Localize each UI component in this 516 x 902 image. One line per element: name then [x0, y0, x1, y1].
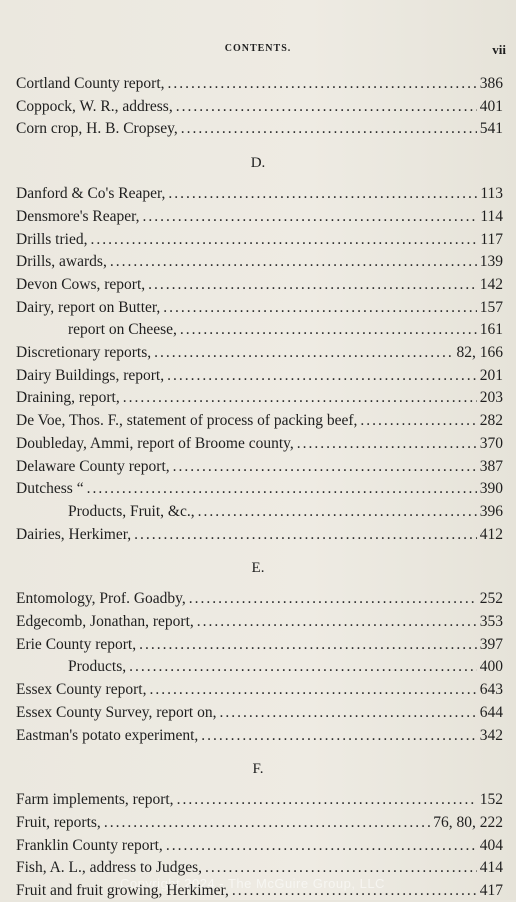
index-entry — [16, 251, 503, 273]
entry-pages: 400 — [479, 658, 503, 676]
index-entry — [16, 835, 503, 857]
dot-leader — [177, 789, 477, 811]
dot-leader — [87, 478, 477, 500]
dot-leader — [143, 206, 478, 228]
entry-text: Edgecomb, Jonathan, report, — [16, 613, 194, 630]
dot-leader — [189, 588, 477, 610]
entry-text: Drills tried, — [16, 230, 88, 248]
dot-leader — [232, 880, 477, 902]
entry-pages: 157 — [479, 298, 503, 316]
entry-text: Erie County report, — [16, 635, 137, 653]
entry-pages: 404 — [479, 836, 503, 854]
dot-leader — [198, 501, 477, 523]
index-entry — [16, 319, 503, 341]
entry-text: Drills, awards, — [16, 253, 107, 271]
running-head — [0, 40, 516, 58]
entry-pages: 76, 80, 222 — [433, 813, 503, 831]
dot-leader — [205, 857, 477, 879]
entry-pages: 201 — [479, 366, 503, 384]
entry-pages: 397 — [479, 635, 503, 653]
dot-leader — [123, 387, 477, 409]
dot-leader — [219, 702, 476, 724]
entry-text: Devon Cows, report, — [16, 275, 146, 293]
entry-text: Delaware County report, — [16, 457, 170, 475]
dot-leader — [180, 319, 477, 341]
index-entry — [16, 297, 503, 319]
index-entry — [16, 789, 503, 811]
entry-text: De Voe, Thos. F., statement of process of packing beef, — [16, 412, 358, 430]
index-entry — [16, 857, 503, 879]
watermark: Copyright 2024 - The McGuire Group, LLC — [120, 876, 385, 891]
entry-pages: 417 — [479, 882, 503, 899]
dot-leader — [154, 342, 453, 364]
entry-pages: 401 — [479, 97, 503, 115]
entry-text: Fruit, reports, — [16, 813, 101, 831]
dot-leader — [129, 656, 477, 678]
dot-leader — [139, 634, 477, 656]
entry-text: Essex County report, — [16, 681, 147, 699]
dot-leader — [104, 812, 430, 834]
entry-text: Coppock, W. R., address, — [16, 97, 173, 115]
entry-text: Products, Fruit, &c., — [68, 502, 195, 520]
dot-leader — [149, 679, 476, 701]
entry-pages: 387 — [479, 457, 503, 475]
entry-text: Fruit and fruit growing, Herkimer, — [16, 882, 229, 899]
entry-pages: 386 — [479, 75, 503, 92]
dot-leader — [166, 835, 477, 857]
index-entry — [16, 73, 503, 95]
dot-leader — [168, 183, 477, 205]
entry-text: Dairies, Herkimer, — [16, 525, 132, 543]
dot-leader — [110, 251, 477, 273]
index-entry — [16, 611, 503, 633]
entry-text: Draining, report, — [16, 389, 120, 407]
dot-leader — [197, 611, 477, 633]
index-entry — [16, 387, 503, 409]
entry-pages: 644 — [479, 703, 503, 721]
entry-pages: 117 — [480, 230, 503, 248]
index-entry — [16, 725, 503, 747]
index-entry — [16, 588, 503, 610]
section-letter: E. — [251, 560, 265, 577]
index-entry — [16, 456, 503, 478]
entry-text: Franklin County report, — [16, 836, 163, 854]
index-entry — [16, 524, 503, 546]
entry-text: Dairy Buildings, report, — [16, 366, 165, 384]
entry-pages: 396 — [479, 502, 503, 520]
page-title: CONTENTS. — [224, 43, 292, 54]
entry-text: Entomology, Prof. Goadby, — [16, 590, 186, 608]
section-letter: D. — [250, 155, 266, 172]
entry-pages: 252 — [479, 590, 503, 608]
entry-pages: 412 — [479, 525, 503, 543]
index-entry — [16, 478, 503, 500]
index-entry — [16, 118, 503, 140]
entry-text: Doubleday, Ammi, report of Broome county, — [16, 434, 294, 452]
entry-pages: 82, 166 — [456, 344, 503, 361]
entry-pages: 161 — [479, 321, 503, 339]
entry-pages: 152 — [479, 791, 503, 809]
entry-pages: 643 — [479, 681, 503, 699]
entry-text: Farm implements, report, — [16, 791, 174, 809]
index-entry — [16, 229, 503, 251]
entry-text: Products, — [68, 658, 127, 676]
index-entry — [16, 812, 503, 834]
dot-leader — [163, 297, 476, 319]
dot-leader — [176, 96, 477, 118]
entry-pages: 342 — [479, 726, 503, 744]
dot-leader — [148, 274, 477, 296]
entry-pages: 114 — [480, 207, 503, 225]
dot-leader — [181, 118, 477, 140]
entry-pages: 390 — [479, 480, 503, 498]
entry-text: Dutchess “ — [16, 480, 84, 498]
entry-pages: 142 — [479, 275, 503, 293]
dot-leader — [167, 365, 477, 387]
entry-pages: 541 — [479, 120, 503, 138]
entry-text: Densmore's Reaper, — [16, 207, 140, 225]
entry-text: Dairy, report on Butter, — [16, 298, 161, 316]
entry-pages: 353 — [479, 613, 503, 630]
entry-pages: 139 — [479, 253, 503, 271]
entry-text: report on Cheese, — [68, 321, 177, 339]
index-entry — [16, 702, 503, 724]
dot-leader — [90, 229, 477, 251]
index-entry — [16, 206, 503, 228]
dot-leader — [297, 433, 477, 455]
dot-leader — [201, 725, 476, 747]
page-number: vii — [492, 42, 506, 57]
index-entry — [16, 365, 503, 387]
index-entry — [16, 183, 503, 205]
index-entry — [16, 634, 503, 656]
index-entry — [16, 433, 503, 455]
index-entry — [16, 342, 503, 364]
index-entry — [16, 679, 503, 701]
index-entry — [16, 501, 503, 523]
entry-pages: 113 — [480, 185, 503, 203]
dot-leader — [360, 410, 476, 432]
index-entry — [16, 410, 503, 432]
index-entry — [16, 274, 503, 296]
entry-text: Essex County Survey, report on, — [16, 703, 217, 721]
entry-text: Fish, A. L., address to Judges, — [16, 859, 202, 877]
entry-text: Cortland County report, — [16, 75, 165, 92]
entry-text: Eastman's potato experiment, — [16, 726, 199, 744]
index-entry — [16, 96, 503, 118]
entry-text: Danford & Co's Reaper, — [16, 185, 166, 203]
dot-leader — [134, 524, 477, 546]
dot-leader — [168, 73, 477, 95]
entry-pages: 203 — [479, 389, 503, 407]
entry-text: Corn crop, H. B. Cropsey, — [16, 120, 178, 138]
dot-leader — [173, 456, 477, 478]
entry-pages: 282 — [479, 412, 503, 430]
index-entry — [16, 656, 503, 678]
entry-text: Discretionary reports, — [16, 344, 152, 361]
entry-pages: 370 — [479, 434, 503, 452]
index-entry — [16, 880, 503, 902]
section-letter: F. — [252, 761, 264, 778]
entry-pages: 414 — [479, 859, 503, 877]
